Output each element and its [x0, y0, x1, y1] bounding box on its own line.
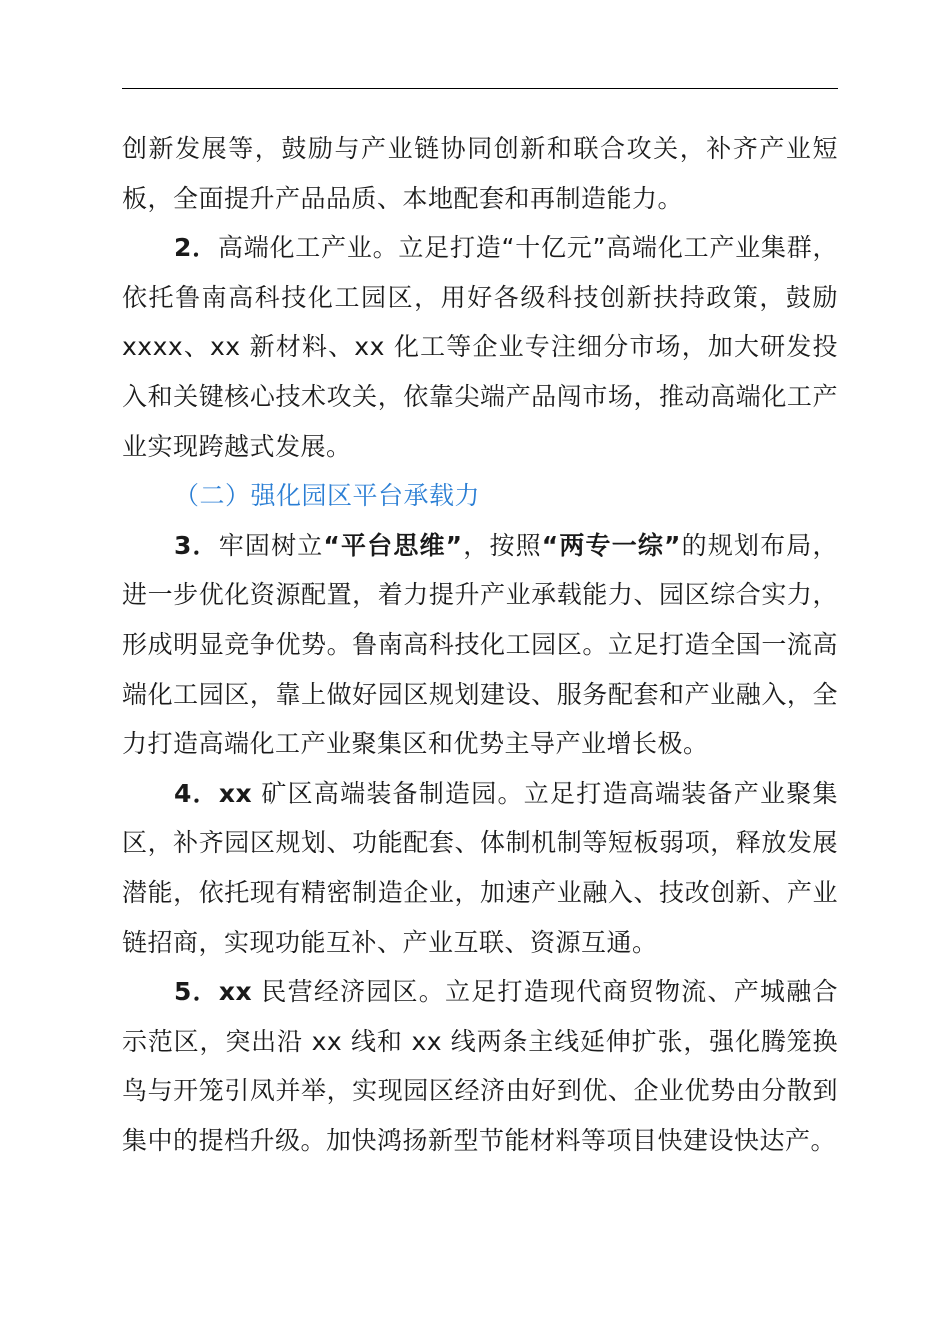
section-heading: [122, 471, 838, 521]
paragraph-text: 矿区高端装备制造园。立足打造高端装备产业聚集区，补齐园区规划、功能配套、体制机制等短板弱项，释放发展潜能，依托现有精密制造企业，加速产业融入、技改创新、产业链招商，实现功能互补、产业互联、资源互通。: [122, 778, 838, 957]
paragraph-text: 牢固树立: [218, 530, 324, 560]
item-number: 2．: [174, 233, 218, 263]
paragraph-continuation: [122, 124, 838, 223]
paragraph-text: 高端化工产业。立足打造“十亿元”高端化工产业集群，依托鲁南高科技化工园区，用好各级科技创新扶持政策，鼓励xxxx、xx 新材料、xx 化工等企业专注细分市场，加大研发投入和关键核心技术攻关，依靠尖端产品闯市场，推动高端化工产业实现跨越式发展。: [122, 233, 838, 461]
quoted-term: “平台思维”: [323, 530, 463, 560]
item-number: 4．xx: [174, 778, 253, 808]
paragraph-item-3: [122, 521, 838, 769]
paragraph-text: ，按照: [462, 530, 542, 560]
document-body: [122, 124, 838, 1165]
section-heading-text: （二）强化园区平台承载力: [174, 481, 481, 511]
paragraph-text: 民营经济园区。立足打造现代商贸物流、产城融合示范区，突出沿 xx 线和 xx 线两条主线延伸扩张，强化腾笼换鸟与开笼引凤并举，实现园区经济由好到优、企业优势由分散到集中的提档升级。加快鸿扬新型节能材料等项目快建设快达产。: [122, 977, 838, 1155]
paragraph-text: 创新发展等，鼓励与产业链协同创新和联合攻关，补齐产业短板，全面提升产品品质、本地配套和再制造能力。: [122, 134, 838, 213]
quoted-term: “两专一综”: [541, 530, 681, 560]
paragraph-item-5: [122, 967, 838, 1165]
paragraph-item-4: [122, 769, 838, 967]
item-number: 3．: [174, 530, 219, 560]
paragraph-item-2: [122, 223, 838, 471]
header-rule: [122, 88, 838, 89]
paragraph-text: 的规划布局，进一步优化资源配置，着力提升产业承载能力、园区综合实力，形成明显竞争优势。鲁南高科技化工园区。立足打造全国一流高端化工园区，靠上做好园区规划建设、服务配套和产业融入，全力打造高端化工产业聚集区和优势主导产业增长极。: [122, 530, 838, 759]
item-number: 5．xx: [174, 977, 253, 1007]
